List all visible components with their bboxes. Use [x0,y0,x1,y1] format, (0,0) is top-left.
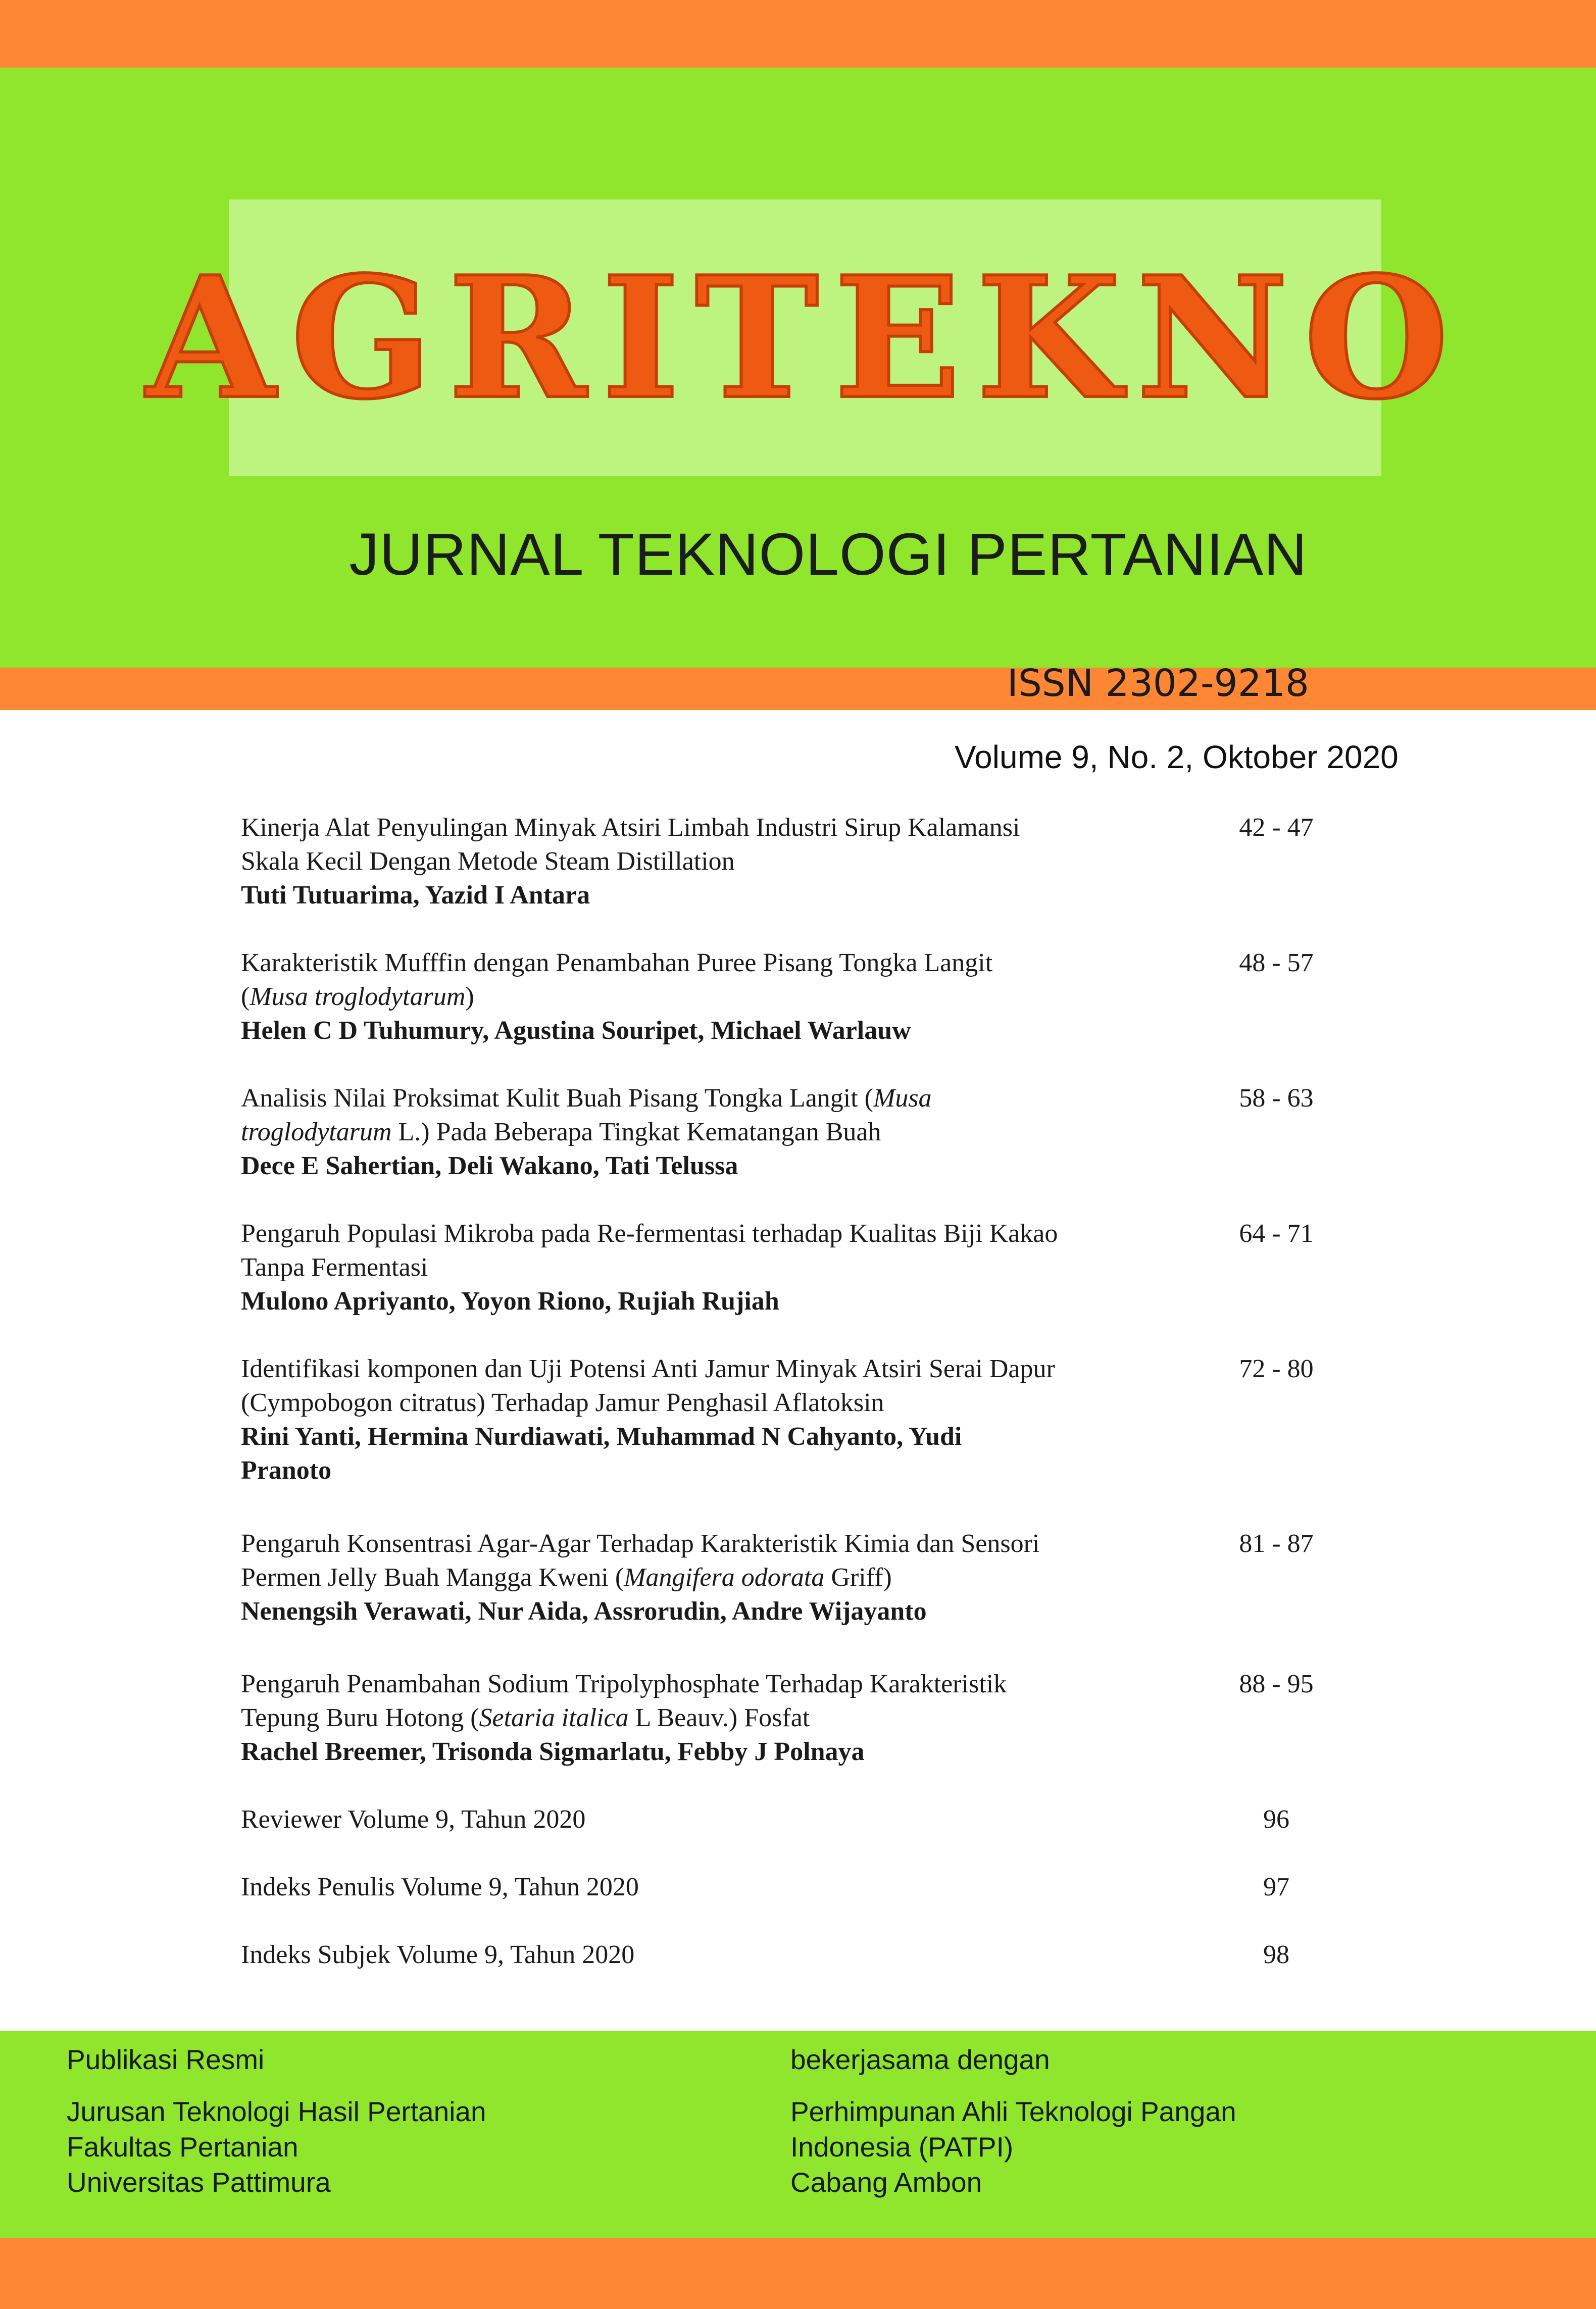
publisher-line: Jurusan Teknologi Hasil Pertanian [67,2096,486,2127]
article-pages: 48 - 57 [1239,948,1314,977]
volume-issue-label: Volume 9, No. 2, Oktober 2020 [955,739,1399,775]
article-title-line: Identifikasi komponen dan Uji Potensi Anti Jamur Minyak Atsiri Serai Dapur [241,1354,1055,1383]
toc-entry-body [241,1217,1175,1318]
issn-label: ISSN 2302-9218 [1007,662,1309,705]
article-authors: Tuti Tutuarima, Yazid I Antara [241,881,590,910]
partner-line: Indonesia (PATPI) [790,2131,1014,2163]
title-text: L Beauv.) Fosfat [628,1703,810,1732]
toc-entry[interactable] [241,946,1327,1047]
species-name: Musa troglodytarum [250,982,466,1011]
toc-entry[interactable] [241,1527,1327,1628]
article-title-line [241,1561,1175,1594]
toc-entry[interactable] [241,1217,1327,1318]
article-title-line [241,1701,1175,1735]
extra-page: 98 [1263,1940,1289,1969]
title-text: ) [465,982,474,1011]
article-title-line: Pengaruh Penambahan Sodium Tripolyphosphate Terhadap Karakteristik [241,1670,1007,1698]
journal-logo-text: AGRITEKNO [146,240,1464,436]
toc-extra-entry[interactable] [241,1870,1327,1904]
article-authors: Rini Yanti, Hermina Nurdiawati, Muhammad N Cahyanto, Yudi [241,1422,962,1451]
toc-entry-body [241,1667,1175,1769]
publisher-line: Fakultas Pertanian [67,2131,298,2163]
article-title-line [241,980,1175,1014]
extra-label: Reviewer Volume 9, Tahun 2020 [241,1805,586,1834]
title-text: Griff) [824,1563,892,1592]
toc-entry[interactable] [241,811,1327,912]
title-text: Tepung Buru Hotong ( [241,1703,479,1732]
toc-extra-entry[interactable] [241,1938,1327,1972]
toc-entry-body [241,1081,1175,1183]
species-name: Musa [873,1084,932,1113]
article-pages: 64 - 71 [1239,1219,1314,1248]
publisher-block [67,2094,486,2200]
article-title-line: Skala Kecil Dengan Metode Steam Distillation [241,847,735,876]
article-pages: 42 - 47 [1239,813,1314,842]
toc-entry[interactable] [241,1081,1327,1183]
extra-label: Indeks Subjek Volume 9, Tahun 2020 [241,1940,635,1969]
top-orange-band [0,0,1596,68]
article-authors: Nenengsih Verawati, Nur Aida, Assrorudin, Andre Wijayanto [241,1597,927,1626]
bottom-orange-band [0,2238,1596,2309]
article-title-line: Tanpa Fermentasi [241,1253,428,1282]
partner-line: Cabang Ambon [790,2167,982,2198]
title-text: Analisis Nilai Proksimat Kulit Buah Pisang Tongka Langit ( [241,1084,873,1113]
article-pages: 58 - 63 [1239,1084,1314,1113]
partner-heading: bekerjasama dengan [790,2044,1050,2075]
toc-entry[interactable] [241,1352,1327,1487]
article-title-line: Kinerja Alat Penyulingan Minyak Atsiri Limbah Industri Sirup Kalamansi [241,813,1020,842]
publisher-heading: Publikasi Resmi [67,2044,265,2075]
extra-page: 97 [1263,1873,1289,1901]
publisher-line: Universitas Pattimura [67,2167,331,2198]
article-authors: Mulono Apriyanto, Yoyon Riono, Rujiah Rujiah [241,1287,779,1316]
toc-entry[interactable] [241,1667,1327,1769]
title-text: ( [241,982,250,1011]
article-authors: Dece E Sahertian, Deli Wakano, Tati Telussa [241,1151,738,1180]
journal-subtitle: JURNAL TEKNOLOGI PERTANIAN [349,521,1308,588]
toc-entry-body [241,811,1175,912]
article-authors: Helen C D Tuhumury, Agustina Souripet, Michael Warlauw [241,1016,911,1045]
article-title-line [241,1115,1175,1149]
article-authors: Pranoto [241,1456,332,1485]
title-text: L.) Pada Beberapa Tingkat Kematangan Buah [391,1118,881,1146]
journal-logo [146,199,1464,476]
article-pages: 72 - 80 [1239,1354,1314,1383]
toc-entry-body [241,1527,1175,1628]
article-authors: Rachel Breemer, Trisonda Sigmarlatu, Febby J Polnaya [241,1737,865,1766]
article-pages: 81 - 87 [1239,1529,1314,1558]
toc-entry-body [241,1352,1175,1487]
article-title-line: Karakteristik Mufffin dengan Penambahan Puree Pisang Tongka Langit [241,948,993,977]
article-pages: 88 - 95 [1239,1670,1314,1698]
article-title-line [241,1081,1175,1115]
species-name: Mangifera odorata [624,1563,825,1592]
title-text: Permen Jelly Buah Mangga Kweni ( [241,1563,624,1592]
species-name: troglodytarum [241,1118,392,1146]
species-name: Setaria italica [479,1703,629,1732]
toc-extra-entry[interactable] [241,1802,1327,1836]
extra-page: 96 [1263,1805,1289,1834]
article-title-line: Pengaruh Populasi Mikroba pada Re-fermentasi terhadap Kualitas Biji Kakao [241,1219,1058,1248]
issn-band [0,668,1596,710]
partner-block [790,2094,1236,2200]
extra-label: Indeks Penulis Volume 9, Tahun 2020 [241,1873,639,1901]
article-title-line: (Cympobogon citratus) Terhadap Jamur Penghasil Aflatoksin [241,1388,884,1417]
toc-entry-body [241,946,1175,1047]
partner-line: Perhimpunan Ahli Teknologi Pangan [790,2096,1236,2127]
article-title-line: Pengaruh Konsentrasi Agar-Agar Terhadap Karakteristik Kimia dan Sensori [241,1529,1040,1558]
